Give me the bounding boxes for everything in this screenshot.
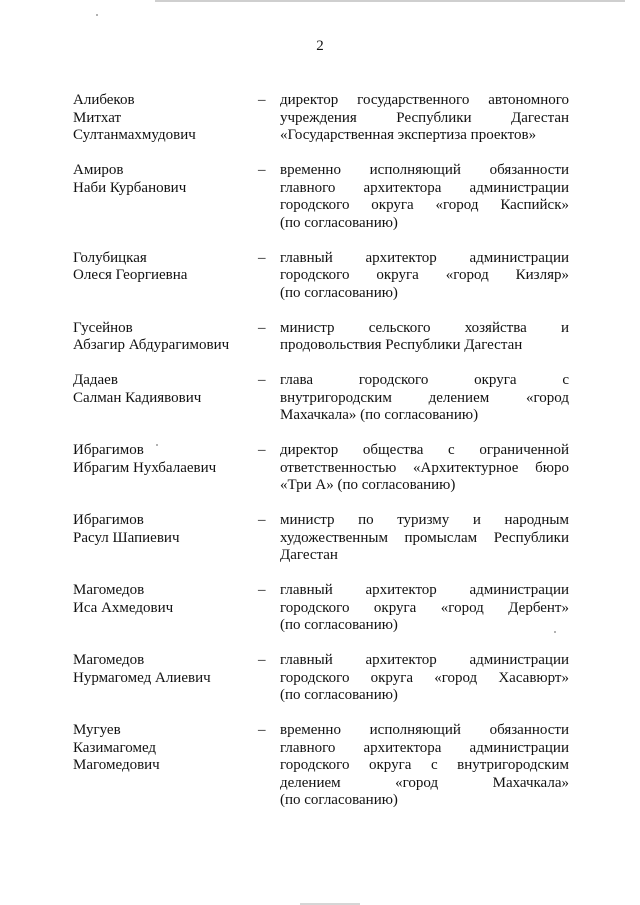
member-position-line: продовольствия Республики Дагестан: [280, 337, 523, 353]
commission-member-list: [0, 92, 640, 827]
member-position-line: глава городского округа с: [280, 372, 569, 388]
member-name: [73, 320, 248, 355]
member-dash: –: [258, 249, 266, 266]
member-name-line: Нурмагомед Алиевич: [73, 669, 211, 686]
member-name-line: Магомедов: [73, 652, 145, 668]
member-name-line: Магомедов: [73, 582, 145, 598]
member-position-line: главного архитектора администрации: [280, 739, 569, 756]
member-position-line: (по согласованию): [280, 214, 398, 231]
member-name-line: Гусейнов: [73, 319, 133, 336]
member-name-line: Наби Курбанович: [73, 179, 187, 196]
member-position-line: «Три А» (по согласованию): [280, 477, 456, 493]
member-name-line: Казимагомед: [73, 739, 157, 756]
member-position-line: Дагестан: [280, 547, 338, 563]
member-position-line: главный архитектор администрации: [280, 582, 569, 598]
member-name-line: Иса Ахмедович: [73, 599, 174, 616]
member-entry: [0, 320, 640, 355]
member-entry: [0, 652, 640, 705]
member-position-line: городского округа «город Дербент»: [280, 599, 569, 616]
member-dash: –: [258, 652, 266, 668]
member-position-line: министр по туризму и народным: [280, 512, 569, 528]
member-name-line: Голубицкая: [73, 249, 147, 266]
member-name-line: Амиров: [73, 162, 124, 178]
member-entry: [0, 442, 640, 495]
member-position: [280, 582, 569, 635]
member-position-line: директор общества с ограниченной: [280, 442, 569, 458]
member-dash: –: [258, 92, 266, 108]
member-name: [73, 582, 248, 617]
member-position: [280, 722, 569, 810]
member-position-line: Махачкала» (по согласованию): [280, 407, 479, 423]
member-position: [280, 162, 569, 232]
member-position-line: учреждения Республики Дагестан: [280, 109, 569, 126]
member-position: [280, 320, 569, 355]
member-position-line: (по согласованию): [280, 617, 398, 633]
scan-top-edge: [155, 0, 625, 2]
member-name-line: Салман Кадиявович: [73, 389, 202, 406]
member-position-line: художественным промыслам Республики: [280, 529, 569, 546]
member-dash: –: [258, 319, 266, 336]
member-name: [73, 442, 248, 477]
member-name: [73, 372, 248, 407]
member-position: [280, 652, 569, 705]
member-position: [280, 442, 569, 495]
member-name-line: Мугуев: [73, 722, 121, 738]
member-position-line: министр сельского хозяйства и: [280, 319, 569, 336]
member-position: [280, 250, 569, 303]
member-name: [73, 92, 248, 145]
member-entry: [0, 582, 640, 635]
member-entry: [0, 722, 640, 810]
member-name-line: Магомедович: [73, 757, 160, 773]
member-position-line: городского округа «город Кизляр»: [280, 267, 569, 283]
member-position-line: (по согласованию): [280, 792, 398, 808]
member-name: [73, 652, 248, 687]
member-name: [73, 512, 248, 547]
member-entry: [0, 162, 640, 232]
member-name-line: Олеся Георгиевна: [73, 267, 188, 283]
member-position-line: городского округа с внутригородским: [280, 757, 569, 773]
member-name: [73, 162, 248, 197]
member-name: [73, 250, 248, 285]
member-position-line: городского округа «город Каспийск»: [280, 197, 569, 213]
member-position-line: делением «город Махачкала»: [280, 774, 569, 791]
member-entry: [0, 372, 640, 425]
member-entry: [0, 512, 640, 565]
member-name-line: Дадаев: [73, 372, 118, 388]
member-dash: –: [258, 442, 266, 458]
member-dash: –: [258, 582, 266, 598]
member-position-line: ответственностью «Архитектурное бюро: [280, 459, 569, 476]
member-position: [280, 372, 569, 425]
member-dash: –: [258, 162, 266, 178]
member-name-line: Султанмахмудович: [73, 127, 196, 143]
member-position-line: (по согласованию): [280, 687, 398, 703]
member-position: [280, 512, 569, 565]
member-name-line: Алибеков: [73, 92, 135, 108]
member-entry: [0, 92, 640, 145]
member-dash: –: [258, 372, 266, 388]
member-position-line: временно исполняющий обязанности: [280, 162, 569, 178]
page-number: 2: [316, 38, 324, 54]
member-position-line: главный архитектор администрации: [280, 249, 569, 266]
member-position-line: (по согласованию): [280, 284, 398, 301]
member-name-line: Митхат: [73, 109, 122, 126]
member-position-line: главного архитектора администрации: [280, 179, 569, 196]
member-dash: –: [258, 722, 266, 738]
scan-speck: [96, 14, 98, 16]
member-name-line: Расул Шапиевич: [73, 529, 180, 546]
member-dash: –: [258, 512, 266, 528]
member-position-line: главный архитектор администрации: [280, 652, 569, 668]
member-name-line: Абзагир Абдурагимович: [73, 337, 230, 353]
member-name-line: Ибрагимов: [73, 442, 144, 458]
member-position: [280, 92, 569, 145]
member-position-line: «Государственная экспертиза проектов»: [280, 127, 537, 143]
member-position-line: внутригородским делением «город: [280, 389, 569, 406]
member-entry: [0, 250, 640, 303]
member-name-line: Ибрагимов: [73, 512, 144, 528]
member-position-line: городского округа «город Хасавюрт»: [280, 669, 569, 686]
member-name: [73, 722, 248, 775]
member-position-line: директор государственного автономного: [280, 92, 569, 108]
member-position-line: временно исполняющий обязанности: [280, 722, 569, 738]
member-name-line: Ибрагим Нухбалаевич: [73, 459, 217, 476]
